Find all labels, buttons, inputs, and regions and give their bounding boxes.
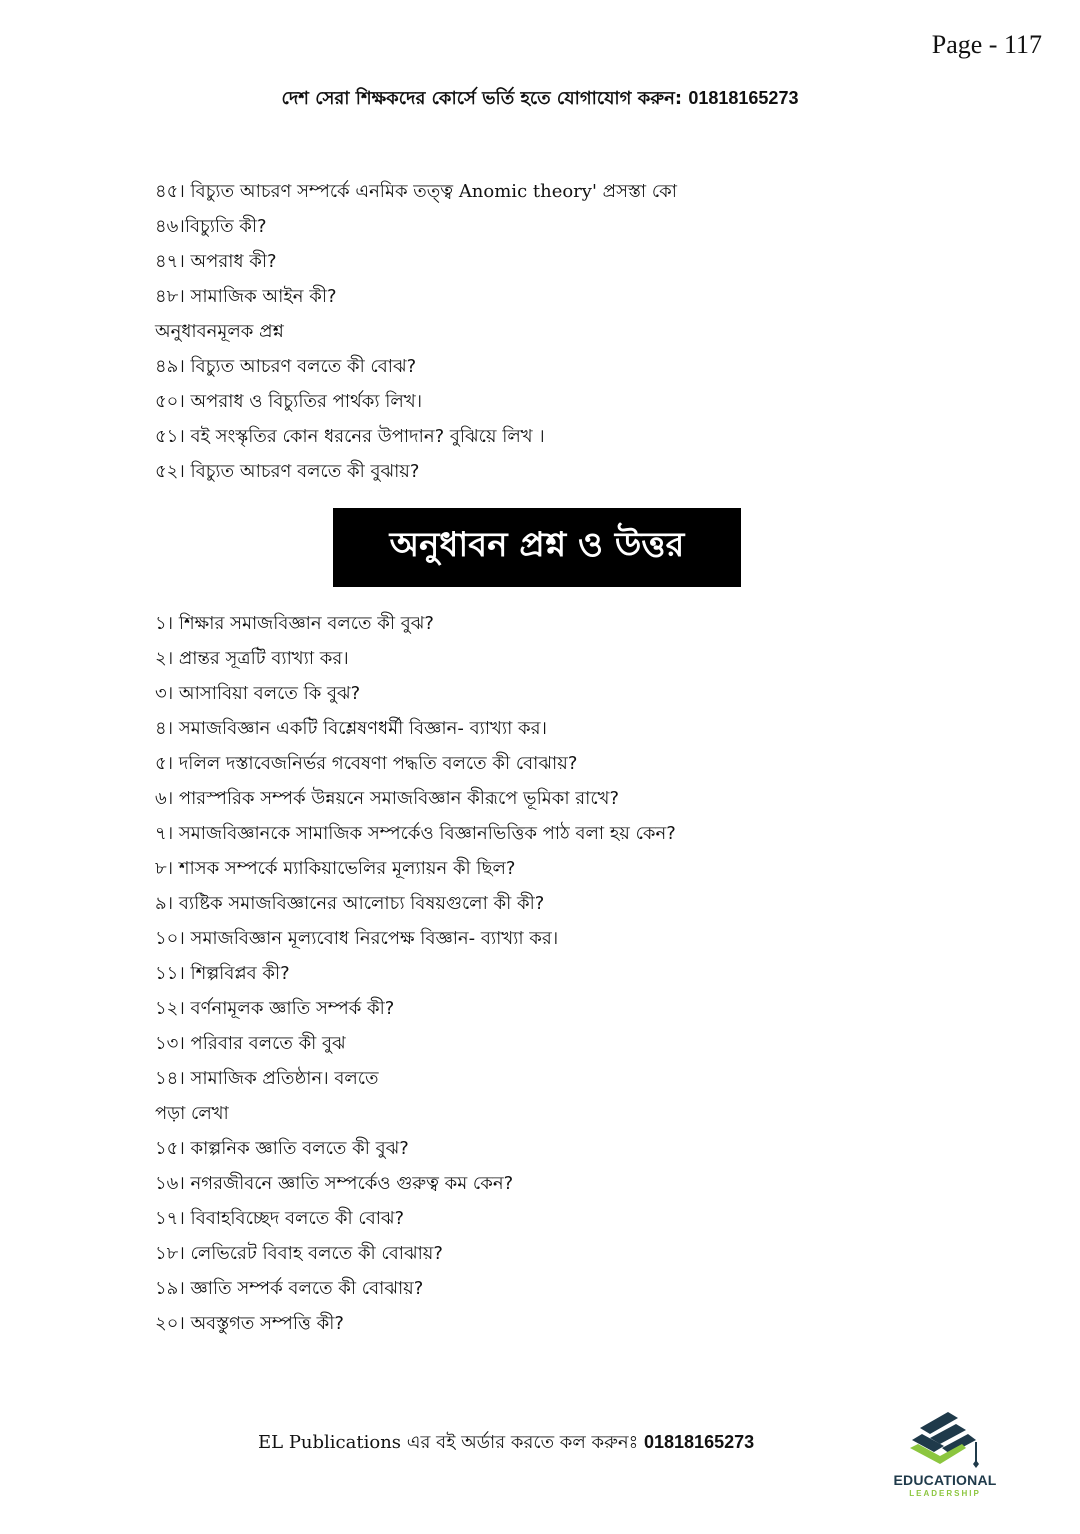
question-item <box>155 956 676 991</box>
question-item <box>155 174 677 209</box>
footer-phone: 01818165273 <box>644 1432 755 1452</box>
question-number: ১৯। <box>155 1278 185 1299</box>
question-number: ৮। <box>155 858 174 879</box>
page-number: Page - 117 <box>931 30 1042 59</box>
question-number: ৪৯। <box>155 356 185 377</box>
question-item <box>155 1306 676 1341</box>
question-number: ১২। <box>155 998 185 1019</box>
question-text: শিল্পবিপ্লব কী? <box>184 963 290 984</box>
bottom-question-list <box>155 606 676 1341</box>
question-number: ১৭। <box>155 1208 185 1229</box>
header-promo <box>0 84 1080 115</box>
question-text: শাসক সম্পর্কে ম্যাকিয়াভেলির মূল্যায়ন কী ছিল? <box>173 858 516 879</box>
question-text: সমাজবিজ্ঞান একটি বিশ্লেষণধর্মী বিজ্ঞান- ব্যাখ্যা কর। <box>173 718 547 739</box>
question-number: ৪৭। <box>155 251 185 272</box>
question-number: ৩। <box>155 683 174 704</box>
top-question-list <box>155 174 677 489</box>
question-number: ১৮। <box>155 1243 185 1264</box>
question-text: শিক্ষার সমাজবিজ্ঞান বলতে কী বুঝ? <box>173 613 434 634</box>
question-item <box>155 454 677 489</box>
question-item <box>155 1236 676 1271</box>
question-item <box>155 349 677 384</box>
question-text: বিবাহবিচ্ছেদ বলতে কী বোঝ? <box>184 1208 405 1229</box>
question-number: ১৩। <box>155 1033 185 1054</box>
question-item <box>155 641 676 676</box>
question-text: বিচ্যুত আচরণ সম্পর্কে এনমিক তত্ত্ব <box>184 181 459 202</box>
subsection-heading <box>155 1096 676 1131</box>
question-item <box>155 1026 676 1061</box>
footer-order-text: এর বই অর্ডার করতে কল করুনঃ <box>406 1432 644 1453</box>
question-item <box>155 1131 676 1166</box>
question-item <box>155 781 676 816</box>
question-item <box>155 886 676 921</box>
question-number: ৫। <box>155 753 174 774</box>
question-number: ২। <box>155 648 174 669</box>
question-text: সমাজবিজ্ঞানকে সামাজিক সম্পর্কেও বিজ্ঞানভিত্তিক পাঠ বলা হয় কেন? <box>173 823 676 844</box>
question-number: ৬। <box>155 788 174 809</box>
question-text: বই সংস্কৃতির কোন ধরনের উপাদান? বুঝিয়ে লিখ । <box>184 426 545 447</box>
question-text: কাল্পনিক জ্ঞাতি বলতে কী বুঝ? <box>184 1138 409 1159</box>
question-item <box>155 1201 676 1236</box>
footer-order-line <box>258 1428 754 1459</box>
question-text-latin: Anomic theory' <box>458 181 597 202</box>
section-banner-title: অনুধাবন প্রশ্ন ও উত্তর <box>389 525 685 565</box>
question-item <box>155 816 676 851</box>
question-text: বিচ্যুতি কী? <box>184 216 267 237</box>
question-item <box>155 676 676 711</box>
question-item <box>155 244 677 279</box>
question-item <box>155 606 676 641</box>
subsection-heading-text: পড়া লেখা <box>155 1103 229 1124</box>
question-text: দলিল দস্তাবেজনির্ভর গবেষণা পদ্ধতি বলতে কী বোঝায়? <box>173 753 578 774</box>
header-promo-phone: 01818165273 <box>688 88 799 108</box>
question-text: বিচ্যুত আচরণ বলতে কী বোঝ? <box>184 356 417 377</box>
question-text-after: প্রসস্তা কো <box>596 181 677 202</box>
question-number: ৭। <box>155 823 174 844</box>
question-text: ব্যষ্টিক সমাজবিজ্ঞানের আলোচ্য বিষয়গুলো কী কী? <box>173 893 545 914</box>
question-item <box>155 746 676 781</box>
question-text: আসাবিয়া বলতে কি বুঝ? <box>173 683 361 704</box>
question-number: ৪। <box>155 718 174 739</box>
section-banner <box>333 508 741 587</box>
logo-title: EDUCATIONAL <box>893 1472 997 1488</box>
question-text: অপরাধ কী? <box>184 251 277 272</box>
question-number: ৯। <box>155 893 174 914</box>
question-text: লেভিরেট বিবাহ বলতে কী বোঝায়? <box>184 1243 443 1264</box>
question-number: ৫২। <box>155 461 185 482</box>
question-item <box>155 279 677 314</box>
subsection-heading <box>155 314 677 349</box>
question-text: সামাজিক প্রতিষ্ঠান। বলতে <box>184 1068 379 1089</box>
question-number: ৫১। <box>155 426 185 447</box>
question-number: ১০। <box>155 928 185 949</box>
question-number: ১১। <box>155 963 185 984</box>
subsection-heading-text: অনুধাবনমূলক প্রশ্ন <box>155 321 284 342</box>
question-item <box>155 384 677 419</box>
question-item <box>155 419 677 454</box>
question-number: ১। <box>155 613 174 634</box>
question-text: পারস্পরিক সম্পর্ক উন্নয়নে সমাজবিজ্ঞান কীরূপে ভূমিকা রাখে? <box>173 788 620 809</box>
header-promo-text: দেশ সেরা শিক্ষকদের কোর্সে ভর্তি হতে যোগাযোগ করুন: <box>281 88 689 109</box>
graduation-cap-e-icon <box>900 1408 990 1470</box>
question-item <box>155 1271 676 1306</box>
logo-subtitle: LEADERSHIP <box>909 1489 981 1498</box>
question-number: ১৪। <box>155 1068 185 1089</box>
question-text: বিচ্যুত আচরণ বলতে কী বুঝায়? <box>184 461 420 482</box>
question-number: ৪৫। <box>155 181 185 202</box>
educational-leadership-logo <box>880 1408 1010 1508</box>
question-text: প্রান্তর সূত্রটি ব্যাখ্যা কর। <box>173 648 349 669</box>
question-number: ৪৮। <box>155 286 185 307</box>
question-text: অপরাধ ও বিচ্যুতির পার্থক্য লিখ। <box>184 391 423 412</box>
question-item <box>155 921 676 956</box>
question-text: নগরজীবনে জ্ঞাতি সম্পর্কেও গুরুত্ব কম কেন? <box>184 1173 514 1194</box>
question-text: অবস্তুগত সম্পত্তি কী? <box>184 1313 344 1334</box>
question-text: সমাজবিজ্ঞান মূল্যবোধ নিরপেক্ষ বিজ্ঞান- ব্যাখ্যা কর। <box>184 928 559 949</box>
question-number: ৪৬। <box>155 216 185 237</box>
question-item <box>155 1166 676 1201</box>
question-text: পরিবার বলতে কী বুঝ <box>184 1033 346 1054</box>
question-text: বর্ণনামূলক জ্ঞাতি সম্পর্ক কী? <box>184 998 395 1019</box>
question-text: জ্ঞাতি সম্পর্ক বলতে কী বোঝায়? <box>184 1278 424 1299</box>
question-item <box>155 991 676 1026</box>
question-item <box>155 1061 676 1096</box>
question-number: ২০। <box>155 1313 185 1334</box>
question-text: সামাজিক আইন কী? <box>184 286 337 307</box>
footer-publisher: EL Publications <box>258 1432 407 1453</box>
question-number: ৫০। <box>155 391 185 412</box>
question-item <box>155 711 676 746</box>
question-item <box>155 851 676 886</box>
question-number: ১৬। <box>155 1173 185 1194</box>
question-item <box>155 209 677 244</box>
question-number: ১৫। <box>155 1138 185 1159</box>
